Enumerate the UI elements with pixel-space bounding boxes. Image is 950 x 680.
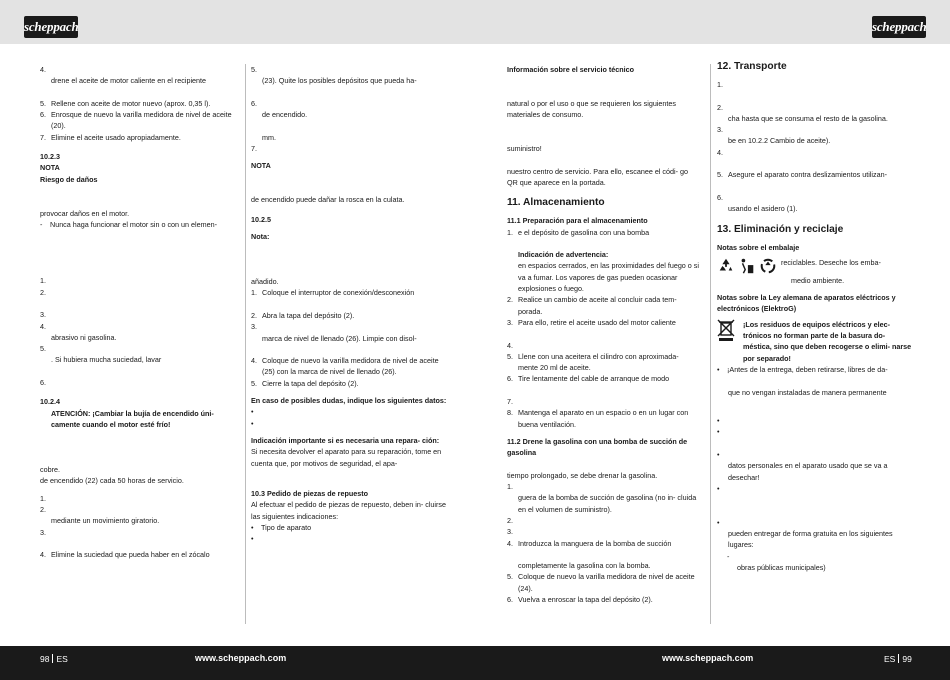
text-line: Nunca haga funcionar el motor sin o con un elemen- [50, 219, 218, 229]
page-number-right: ES 99 [884, 654, 912, 664]
text-line: suministro! [507, 144, 542, 154]
step-text: Coloque el interruptor de conexión/desconexión [262, 288, 415, 298]
text-line: (23). Quite los posibles depósitos que pueda ha- [262, 76, 417, 86]
website-link-left[interactable]: www.scheppach.com [195, 653, 287, 663]
text-line: nuestro centro de servicio. Para ello, escanee el códi- go QR que aparece en la portada. [507, 166, 688, 187]
chapter-heading: 11. Almacenamiento [507, 197, 605, 209]
chapter-heading: 13. Eliminación y reciclaje [717, 223, 844, 235]
step-text: Coloque de nuevo la varilla medidora de nivel de aceite (24). [518, 572, 695, 593]
page-number-left: 98 ES [40, 654, 68, 664]
text-line: datos personales en el aparato usado que se va a desechar! [728, 461, 888, 482]
text-line: guera de la bomba de succión de gasolina (no in- cluida en el volumen de suministro). [518, 493, 697, 514]
text-line: mediante un movimiento giratorio. [51, 516, 160, 526]
text-line: obras públicas municipales) [737, 562, 826, 572]
step-text: Enrosque de nuevo la varilla medidora de nivel de aceite (20). [51, 110, 232, 131]
weee-notice: ¡Los residuos de equipos eléctricos y elec- trónicos no forman parte de la basura do- méstica, sino que deben recogerse o elimi- narse por separado! [743, 319, 912, 363]
column-divider [710, 64, 711, 624]
note-label: Nota: [251, 231, 270, 241]
crossed-out-bin-icon [717, 319, 735, 341]
step-text: Mantenga el aparato en un espacio o en un lugar con buena ventilación. [518, 408, 689, 429]
text-line: be en 10.2.2 Cambio de aceite). [728, 136, 831, 146]
text-line: medio ambiente. [791, 275, 845, 285]
section-subheading: Información sobre el servicio técnico [507, 65, 635, 74]
chapter-heading: 12. Transporte [717, 61, 787, 72]
text-line: drene el aceite de motor caliente en el recipiente [51, 76, 207, 86]
text-line: cha hasta que se consuma el resto de la gasolina. [728, 113, 888, 123]
text-line: marca de nivel de llenado (26). Limpie con disol- [262, 333, 417, 343]
step-text: e el depósito de gasolina con una bomba [518, 227, 650, 237]
column-1: 4. drene el aceite de motor caliente en el recipiente 5. Rellene con aceite de motor nuevo (aprox. 0,35 l). 6. Enrosque de nuevo la varilla medidora de nivel de aceite (20). 7. Elimine el aceite usado apropiadamente. 10.2.3 NOTA Riesgo de daños provocar daños en el motor. - Nunca haga funcionar el motor sin o con un elemen- 1. 2. 3. 4. abrasivo ni gasolina. 5. . Si hubiera mucha suciedad, lavar 6. 10.2.4 ATENCIÓN: ¡Cambiar la bujía de encendido úni- camente cuando el motor esté frío! cobre. de encendido (22) cada 50 horas de servicio. 1. 2. mediante un movimiento giratorio. 3. 4. Elimine la suciedad que pueda haber en el zócalo [40, 64, 238, 560]
section-subheading: Indicación importante si es necesaria una repara- ción: [251, 435, 440, 445]
step-text: Elimine la suciedad que pueda haber en el zócalo [51, 550, 210, 560]
step-text: Rellene con aceite de motor nuevo (aprox. 0,35 l). [51, 98, 211, 108]
warning-label: Riesgo de daños [40, 174, 98, 184]
column-2: 5. (23). Quite los posibles depósitos que pueda ha- 6. de encendido. mm. 7. NOTA de encendido puede dañar la rosca en la culata. 10.2.5 Nota: añadido. 1. Coloque el interruptor de conexión/desconexión 2. Abra la tapa del depósito (2). 3. marca de nivel de llenado (26). Limpie con disol- 4. Coloque de nuevo la varilla medidora de nivel de aceite (25) con la marca de nivel de llenado (26). 5. Cierre la tapa del depósito (2). En caso de posibles dudas, indique los siguientes datos: • • Indicación importante si es necesaria una repara- ción: Si necesita devolver el aparato para su reparación, tome en cuenta que, por motivos de seguridad, el apa- 10.3 Pedido de piezas de repuesto Al efectuar el pedido de piezas de repuesto, deben in- cluirse las siguientes indicaciones: • Tipo de aparato • [251, 65, 447, 544]
text-line: de encendido puede dañar la rosca en la culata. [251, 195, 405, 205]
text-line: de encendido. [262, 110, 308, 120]
step-text: Vuelva a enroscar la tapa del depósito (2). [518, 595, 653, 605]
text-line: añadido. [251, 277, 279, 287]
step-text: Cierre la tapa del depósito (2). [262, 378, 359, 388]
section-heading: 10.3 Pedido de piezas de repuesto [251, 489, 369, 499]
step-text: Introduzca la manguera de la bomba de succión [518, 538, 672, 548]
section-heading: 10.2.5 [251, 214, 271, 224]
step-text: Realice un cambio de aceite al concluir cada tem- porada. [518, 295, 677, 316]
step-text: Abra la tapa del depósito (2). [262, 310, 355, 320]
text-line: . Si hubiera mucha suciedad, lavar [51, 355, 162, 365]
step-text: Asegure el aparato contra deslizamientos utilizan- [728, 170, 888, 180]
text-line: Si necesita devolver el aparato para su reparación, tome en cuenta que, por motivos de seguridad, el apa- [251, 447, 442, 468]
warning-label: Indicación de advertencia: [518, 250, 609, 260]
column-3: Información sobre el servicio técnico natural o por el uso o que se requieren los siguientes materiales de consumo. suministro! nuestro centro de servicio. Para ello, escanee el códi- go QR que aparece en la portada. 11. Almacenamiento 11.1 Preparación para el almacenamiento 1. e el depósito de gasolina con una bomba Indicación de advertencia: en espacios cerrados, en las proximidades del fuego o si va a fumar. Los vapores de gas pueden ocasionar explosiones o fuego. 2. Realice un cambio de aceite al concluir cada tem- porada. 3. Para ello, retire el aceite usado del motor caliente 4. 5. Llene con una aceitera el cilindro con aproximada- mente 20 ml de aceite. 6. Tire lentamente del cable de arranque de modo 7. 8. Mantenga el aparato en un espacio o en un lugar con buena ventilación. 11.2 Drene la gasolina con una bomba de succión de gasolina tiempo prolongado, se debe drenar la gasolina. 1. guera de la bomba de succión de gasolina (no in- cluida en el volumen de suministro). 2. 3. 4. Introduzca la manguera de la bomba de succión completamente la gasolina con la bomba. 5. Coloque de nuevo la varilla medidora de nivel de aceite (24). 6. Vuelva a enroscar la tapa del depósito (2). [507, 65, 699, 605]
text-line: mm. [262, 132, 276, 142]
section-heading: 10.2.4 [40, 397, 60, 407]
text-line: natural o por el uso o que se requieren los siguientes materiales de consumo. [507, 98, 677, 120]
section-subheading: Notas sobre la Ley alemana de aparatos eléctricos y electrónicos (ElektroG) [717, 293, 896, 314]
recycling-cycle-icon [759, 257, 777, 275]
step-text: Coloque de nuevo la varilla medidora de nivel de aceite (25) con la marca de nivel de llenado (26). [262, 356, 439, 377]
note-label: NOTA [251, 161, 271, 171]
recycle-icon [717, 257, 735, 275]
footer-bar [0, 646, 950, 680]
text-line: usando el asidero (1). [728, 204, 798, 214]
text-line: Al efectuar el pedido de piezas de repuesto, deben in- cluirse las siguientes indicaciones: [251, 500, 446, 521]
website-link-right[interactable]: www.scheppach.com [662, 653, 754, 663]
step-text: Para ello, retire el aceite usado del motor caliente [518, 317, 676, 327]
text-line: abrasivo ni gasolina. [51, 332, 117, 342]
text-line: reciclables. Deseche los emba- [781, 257, 881, 267]
step-text: Tire lentamente del cable de arranque de modo [518, 374, 670, 384]
section-subheading: Notas sobre el embalaje [717, 242, 800, 252]
scheppach-logo-right: scheppach [872, 16, 926, 38]
list-item: ¡Antes de la entrega, deben retirarse, libres de da- [727, 364, 888, 374]
list-item: Tipo de aparato [261, 522, 312, 532]
text-line: en espacios cerrados, en las proximidades del fuego o si va a fumar. Los vapores de gas pueden ocasionar explosiones o fuego. [518, 261, 699, 294]
packaging-symbols [717, 257, 781, 275]
section-heading: 10.2.3 [40, 152, 60, 162]
section-heading: 11.1 Preparación para el almacenamiento [507, 216, 648, 226]
step-text: Elimine el aceite usado apropiadamente. [51, 132, 181, 142]
column-4: 12. Transporte 1. 2. cha hasta que se consuma el resto de la gasolina. 3. be en 10.2.2 Cambio de aceite). 4. 5. Asegure el aparato contra deslizamientos utilizan- 6. usando el asidero (1). 13. Eliminación y reciclaje Notas sobre el embalaje reciclables. Deseche los emba- medio ambiente. Notas sobre la Ley alemana de aparatos eléctricos y electrónicos (ElektroG) ¡Los residuos de equipos eléctricos y elec- trónicos no forman parte de la basura do- méstica, sino que deben recogerse o elimi- narse por separado! • ¡Antes de la entrega, deben retirarse, libres de da- que no vengan instaladas de manera permanente • • • datos personales en el aparato usado que se va a desechar! • • pueden entregar de forma gratuita en los siguientes lugares: - obras públicas municipales) [717, 61, 912, 572]
text-line: cobre. [40, 465, 60, 475]
text-line: pueden entregar de forma gratuita en los siguientes lugares: [728, 529, 893, 550]
caution-text: ATENCIÓN: ¡Cambiar la bujía de encendido úni- camente cuando el motor esté frío! [51, 408, 214, 429]
text-line: provocar daños en el motor. [40, 208, 130, 218]
scheppach-logo-left: scheppach [24, 16, 78, 38]
trash-disposal-icon [738, 257, 756, 275]
text-line: que no vengan instaladas de manera permanente [728, 387, 887, 397]
note-label: NOTA [40, 163, 60, 173]
column-divider [245, 64, 246, 624]
text-line: completamente la gasolina con la bomba. [518, 561, 651, 571]
text-line: tiempo prolongado, se debe drenar la gasolina. [507, 470, 658, 480]
section-subheading: En caso de posibles dudas, indique los siguientes datos: [251, 396, 447, 406]
text-line: de encendido (22) cada 50 horas de servicio. [40, 476, 184, 486]
section-heading: 11.2 Drene la gasolina con una bomba de succión de gasolina [507, 436, 688, 458]
header-bar [0, 0, 950, 44]
step-text: Llene con una aceitera el cilindro con aproximada- mente 20 ml de aceite. [518, 351, 679, 373]
